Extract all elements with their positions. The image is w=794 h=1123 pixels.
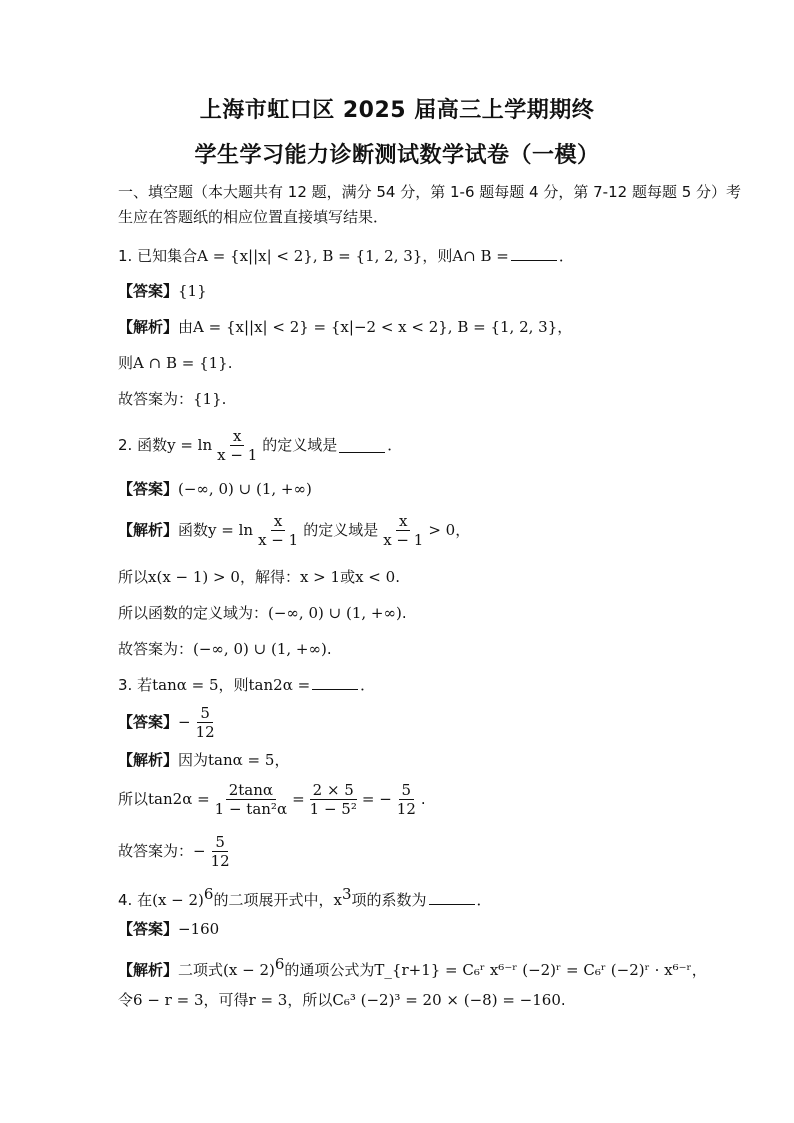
q1-then-prefix: 则 (118, 354, 134, 372)
q2-final (118, 639, 332, 659)
question-1 (118, 246, 574, 266)
q3-so-eq: = (292, 790, 305, 808)
q4-expr-base: (x − 2) (152, 891, 204, 909)
section-intro-line2: 生应在答题纸的相应位置直接填写结果． (118, 208, 389, 226)
analysis-label: 【解析】 (118, 318, 179, 336)
q3-expr: tan2α = (248, 676, 311, 694)
q3-f1-den: 1 − tan²α (214, 799, 288, 818)
q3-end: ． (360, 676, 376, 694)
q4-let-mid2: ，所以 (287, 991, 333, 1009)
q3-so-fraction-3 (394, 781, 419, 818)
q2-so1-end: . (395, 568, 400, 586)
q3-answer-sign: − (178, 713, 191, 731)
answer-label: 【答案】 (118, 920, 179, 938)
q4-let-math2: r = 3 (248, 991, 288, 1009)
q1-final-math: {1} (193, 390, 222, 408)
q2-so2-end: . (401, 604, 407, 622)
q2-answer-value: (−∞, 0) ∪ (1, +∞) (178, 480, 312, 498)
q2-suffix: 的定义域是 (262, 436, 338, 454)
q2-analysis-y-eq: y = ln (208, 521, 254, 539)
q3-answer (118, 702, 220, 742)
q1-final (118, 389, 226, 409)
q4-suffix: 项的系数为 (351, 891, 427, 909)
answer-label: 【答案】 (118, 480, 179, 498)
analysis-label: 【解析】 (118, 751, 179, 769)
q4-term-exp: 3 (341, 885, 352, 903)
q1-set-a: A = {x||x| < 2} (197, 247, 313, 265)
q2-so2-math: (−∞, 0) ∪ (1, +∞) (268, 604, 402, 622)
analysis-label: 【解析】 (118, 961, 179, 979)
q1-analysis (118, 317, 572, 337)
q2-analysis-gt: > 0 (428, 521, 456, 539)
q2-so1-math2: x > 1 (299, 568, 341, 586)
q4-term-base: x (333, 891, 342, 909)
q1-end: ． (558, 247, 574, 265)
q1-analysis-prefix: 由 (178, 318, 194, 336)
q3-so-end: . (420, 790, 426, 808)
q3-final-den: 12 (210, 851, 230, 870)
q3-answer-fraction (193, 704, 218, 741)
q4-let-prefix: 令 (118, 991, 134, 1009)
q3-f2-num: 2 × 5 (310, 781, 357, 800)
q1-analysis-end: ， (557, 318, 573, 336)
q1-final-prefix: 故答案为： (118, 390, 194, 408)
q1-set-b: , B = {1, 2, 3} (312, 247, 423, 265)
q4-let-math: 6 − r = 3 (133, 991, 204, 1009)
q1-answer-blank (511, 246, 557, 261)
answer-label: 【答案】 (118, 713, 179, 731)
q2-fraction (214, 427, 260, 464)
q4-analysis-mid: 的通项公式为 (284, 961, 375, 979)
q2-frac-den: x − 1 (217, 445, 258, 464)
q3-analysis (118, 750, 289, 770)
question-3 (118, 675, 375, 695)
q2-so1-prefix: 所以 (118, 568, 149, 586)
q2-final-end: . (326, 640, 332, 658)
q3-analysis-math: tanα = 5 (208, 751, 275, 769)
q2-analysis-frac2-den: x − 1 (383, 530, 424, 549)
q3-final-num: 5 (212, 833, 228, 852)
q2-so2 (118, 603, 407, 623)
q4-answer-value: −160 (178, 920, 220, 938)
q2-final-math: (−∞, 0) ∪ (1, +∞) (193, 640, 327, 658)
q3-so (118, 778, 426, 820)
q4-answer (118, 919, 219, 939)
q2-y-eq: y = ln (167, 436, 213, 454)
q3-analysis-end: ， (274, 751, 290, 769)
exam-title-line1: 上海市虹口区 2025 届高三上学期期终 (199, 98, 595, 123)
question-2 (118, 425, 402, 465)
q2-answer (118, 479, 312, 499)
q3-so-lhs: tan2α = (148, 790, 210, 808)
q4-expr-exp: 6 (203, 885, 214, 903)
q3-final (118, 830, 235, 872)
q4-prefix: 4. 在 (118, 891, 153, 909)
q2-analysis-prefix: 函数 (178, 521, 209, 539)
q3-cond: tanα = 5 (152, 676, 219, 694)
q4-analysis-expr-base: (x − 2) (223, 961, 275, 979)
q4-analysis (118, 954, 707, 980)
q4-let (118, 990, 566, 1010)
q3-f3-num: 5 (399, 781, 415, 800)
q3-final-prefix: 故答案为： (118, 842, 194, 860)
q1-answer (118, 281, 207, 301)
q2-analysis-fraction (255, 512, 301, 549)
q3-answer-num: 5 (197, 704, 213, 723)
q4-analysis-end: ， (691, 961, 707, 979)
q3-analysis-prefix: 因为 (178, 751, 209, 769)
q3-final-sign: − (193, 842, 206, 860)
q4-mid: 的二项展开式中， (213, 891, 334, 909)
q2-frac-num: x (230, 427, 244, 446)
q2-analysis-frac-den: x − 1 (258, 530, 299, 549)
q2-analysis-frac2-num: x (396, 512, 410, 531)
q3-so-prefix: 所以 (118, 790, 149, 808)
q2-end: ． (387, 436, 403, 454)
q1-then-end: . (227, 354, 233, 372)
q1-answer-value: {1} (178, 282, 207, 300)
answer-label: 【答案】 (118, 282, 179, 300)
section-intro-line1: 一、填空题（本大题共有 12 题，满分 54 分，第 1-6 题每题 4 分，第 7-12 题每题 5 分）考 (118, 183, 742, 201)
q3-prefix: 3. 若 (118, 676, 153, 694)
q3-f2-den: 1 − 5² (309, 799, 357, 818)
q3-so-eq2: = − (361, 790, 392, 808)
q2-final-prefix: 故答案为： (118, 640, 194, 658)
q2-so1-math3: x < 0 (355, 568, 396, 586)
q1-then (118, 353, 233, 373)
q1-expr: A∩ B = (452, 247, 509, 265)
q2-so2-prefix: 所以函数的定义域为： (118, 604, 269, 622)
q4-let-end: . (560, 991, 566, 1009)
q2-so1-or: 或 (340, 568, 356, 586)
q4-answer-blank (429, 890, 475, 905)
q3-f1-num: 2tanα (226, 781, 276, 800)
q3-so-fraction-1 (212, 781, 290, 818)
q3-answer-blank (312, 675, 358, 690)
q1-prefix: 1. 已知集合 (118, 247, 198, 265)
q2-answer-blank (339, 438, 385, 453)
q3-answer-den: 12 (195, 722, 215, 741)
q4-analysis-expr-exp: 6 (274, 955, 285, 973)
question-4 (118, 884, 492, 910)
q3-so-fraction-2 (307, 781, 360, 818)
q2-analysis (118, 510, 470, 550)
exam-title-line2: 学生学习能力诊断测试数学试卷（一模） (194, 143, 600, 168)
q3-final-fraction (208, 833, 233, 870)
q2-analysis-suffix: 的定义域是 (303, 521, 379, 539)
q4-let-mid: ，可得 (203, 991, 249, 1009)
q2-prefix: 2. 函数 (118, 436, 168, 454)
q3-mid: ，则 (218, 676, 249, 694)
q2-analysis-fraction-2 (380, 512, 426, 549)
q1-final-end: . (221, 390, 227, 408)
q2-analysis-end: ， (455, 521, 471, 539)
q2-so1-math: x(x − 1) > 0 (148, 568, 240, 586)
q2-so1 (118, 567, 400, 587)
q2-so1-mid: ，解得： (239, 568, 300, 586)
q1-analysis-math: A = {x||x| < 2} = {x|−2 < x < 2}, B = {1, 2, 3} (193, 318, 558, 336)
q3-f3-den: 12 (396, 799, 416, 818)
q2-analysis-frac-num: x (271, 512, 285, 531)
q4-end: ． (476, 891, 492, 909)
q1-then-math: A ∩ B = {1} (133, 354, 228, 372)
q4-let-math3: C₆³ (−2)³ = 20 × (−8) = −160 (332, 991, 561, 1009)
analysis-label: 【解析】 (118, 521, 179, 539)
q4-analysis-prefix: 二项式 (178, 961, 224, 979)
q4-analysis-math: T_{r+1} = C₆ʳ x⁶⁻ʳ (−2)ʳ = C₆ʳ (−2)ʳ · x⁶⁻ʳ (374, 961, 692, 979)
q1-mid: ，则 (422, 247, 453, 265)
